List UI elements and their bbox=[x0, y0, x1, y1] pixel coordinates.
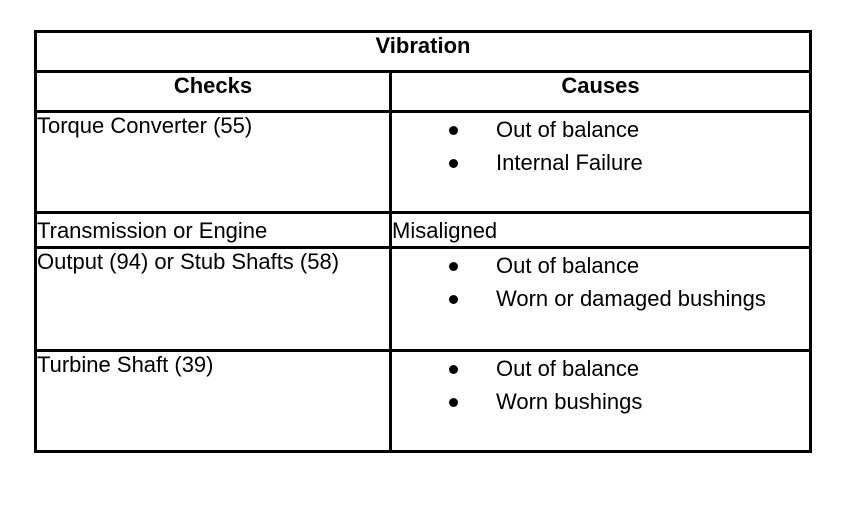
cause-item bbox=[392, 282, 809, 315]
checks-header: Checks bbox=[36, 72, 391, 112]
table-title: Vibration bbox=[36, 32, 811, 72]
cause-text: Out of balance bbox=[496, 253, 640, 278]
causes-list bbox=[392, 249, 809, 315]
causes-header: Causes bbox=[391, 72, 811, 112]
cause-text: Worn bushings bbox=[496, 389, 643, 414]
causes-list bbox=[392, 352, 809, 418]
causes-cell: Misaligned bbox=[391, 213, 811, 248]
bullet-icon bbox=[449, 126, 458, 135]
table-row bbox=[36, 112, 811, 213]
cause-text: Internal Failure bbox=[496, 150, 643, 175]
check-cell: Transmission or Engine bbox=[36, 213, 391, 248]
check-cell: Turbine Shaft (39) bbox=[36, 351, 391, 452]
bullet-icon bbox=[449, 398, 458, 407]
check-cell: Output (94) or Stub Shafts (58) bbox=[36, 248, 391, 351]
bullet-icon bbox=[449, 159, 458, 168]
check-cell: Torque Converter (55) bbox=[36, 112, 391, 213]
cause-text: Out of balance bbox=[496, 356, 640, 381]
causes-cell bbox=[391, 248, 811, 351]
causes-cell bbox=[391, 112, 811, 213]
header-row bbox=[36, 72, 811, 112]
title-row bbox=[36, 32, 811, 72]
table-row bbox=[36, 351, 811, 452]
cause-item bbox=[392, 385, 809, 418]
cause-item bbox=[392, 249, 809, 282]
bullet-icon bbox=[449, 365, 458, 374]
cause-text: Out of balance bbox=[496, 117, 640, 142]
vibration-table bbox=[34, 30, 812, 453]
bullet-icon bbox=[449, 295, 458, 304]
cause-item bbox=[392, 352, 809, 385]
table-row bbox=[36, 248, 811, 351]
causes-list bbox=[392, 113, 809, 179]
cause-text: Worn or damaged bushings bbox=[496, 286, 766, 311]
table-row bbox=[36, 213, 811, 248]
cause-item bbox=[392, 113, 809, 146]
bullet-icon bbox=[449, 262, 458, 271]
causes-cell bbox=[391, 351, 811, 452]
cause-item bbox=[392, 146, 809, 179]
